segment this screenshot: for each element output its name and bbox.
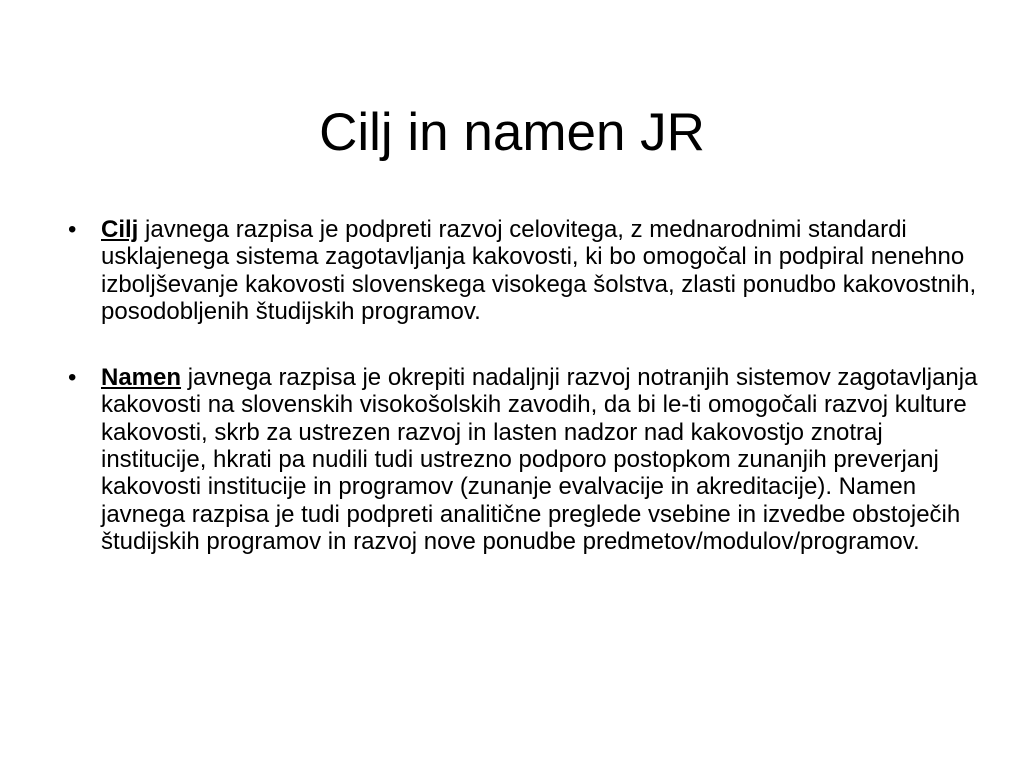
bullet-text-namen: javnega razpisa je okrepiti nadaljnji razvoj notranjih sistemov zagotavljanja kakovosti na slovenskih visokošolskih zavodih, da bi le-ti omogočali razvoj kulture kakovosti, skrb za ustrezen razvoj in lasten nadzor nad kakovostjo znotraj institucije, hkrati pa nudili tudi ustrezno podporo postopkom zunanjih preverjanj kakovosti institucije in programov (zunanje evalvacije in akreditacije). Namen javnega razpisa je tudi podpreti analitične preglede vsebine in izvedbe obstoječih študijskih programov in razvoj nove ponudbe predmetov/modulov/programov. (101, 364, 978, 555)
bullet-item-namen (68, 364, 978, 555)
bullet-marker: • (68, 216, 77, 243)
bullet-list (68, 216, 978, 555)
bullet-text-cilj: javnega razpisa je podpreti razvoj celovitega, z mednarodnimi standardi usklajenega sistema zagotavljanja kakovosti, ki bo omogočal in podpiral nenehno izboljševanje kakovosti slovenskega visokega šolstva, zlasti ponudbo kakovostnih, posodobljenih študijskih programov. (101, 216, 977, 325)
bullet-term-cilj: Cilj (101, 216, 139, 243)
slide-title: Cilj in namen JR (319, 102, 705, 162)
bullet-item-cilj (68, 216, 978, 325)
bullet-term-namen: Namen (101, 364, 182, 392)
bullet-marker: • (68, 364, 77, 392)
